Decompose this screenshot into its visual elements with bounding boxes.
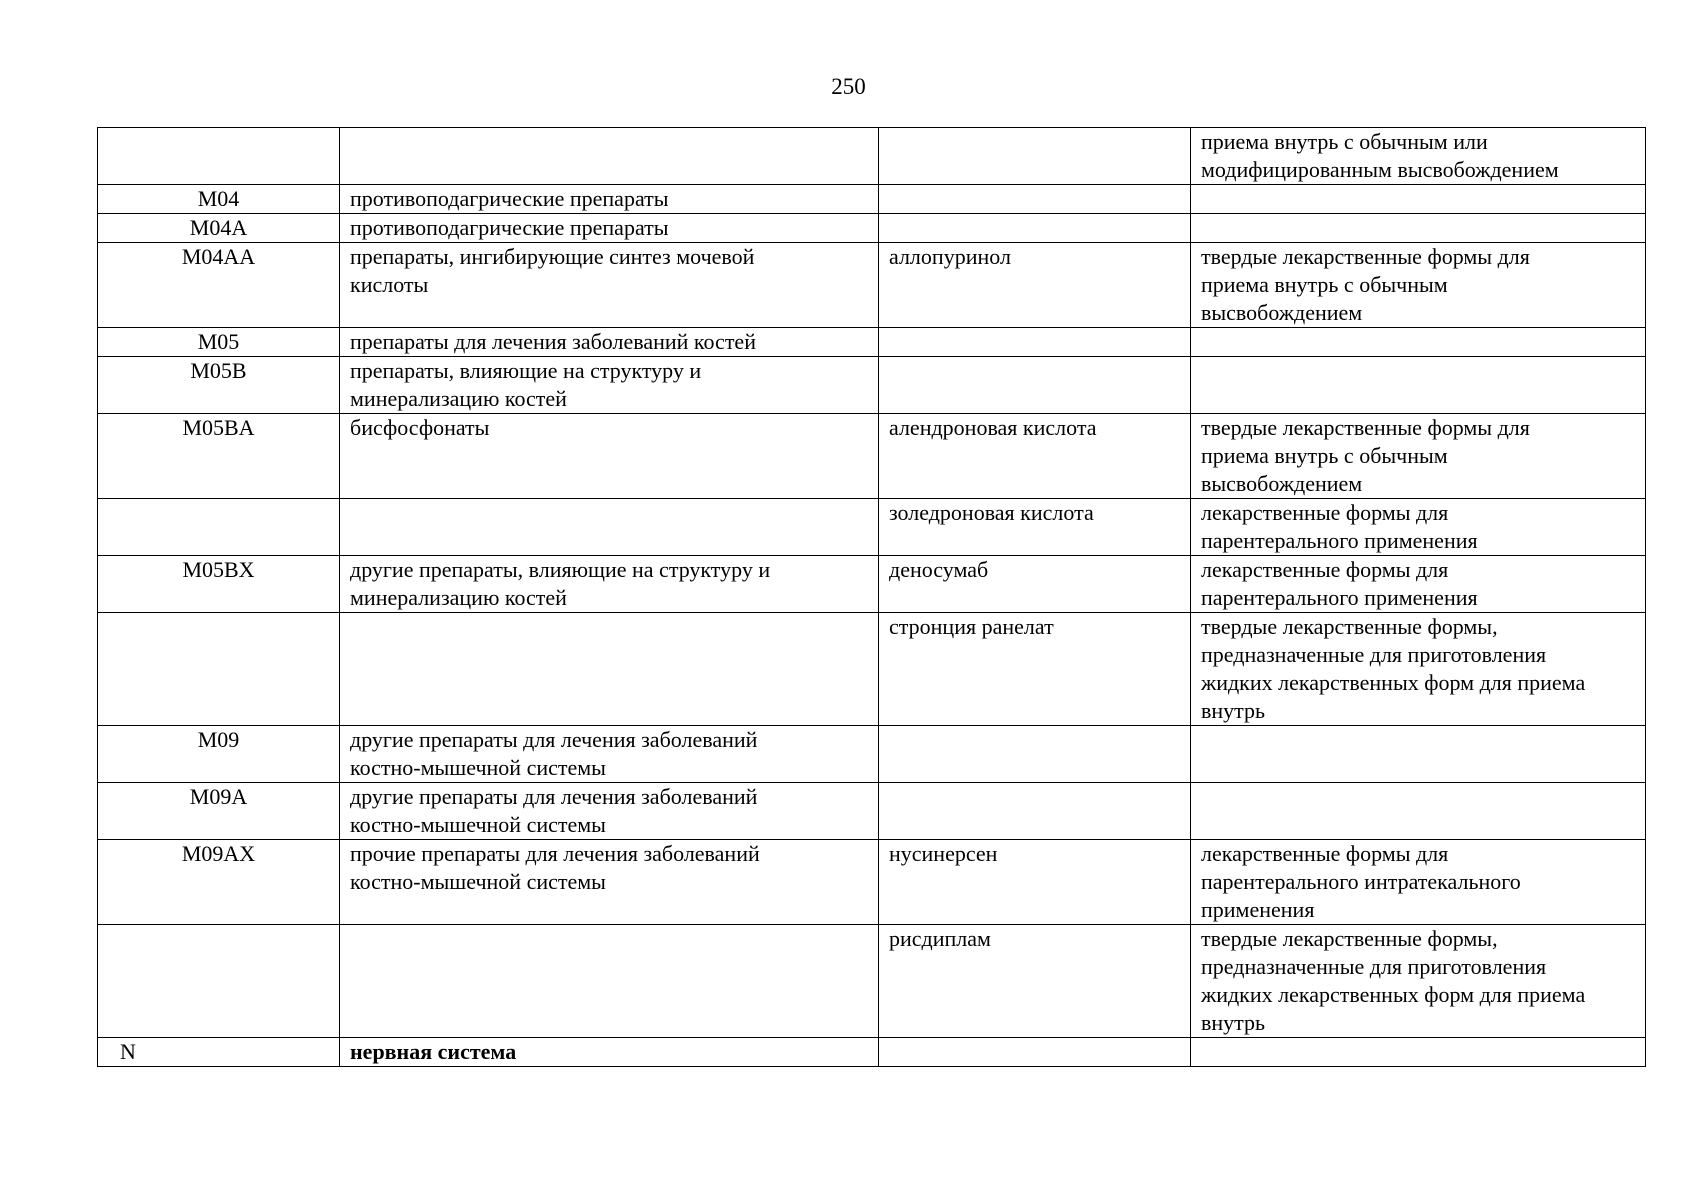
form-text-line: высвобождением — [1201, 471, 1363, 496]
group-text-line: костно-мышечной системы — [350, 812, 606, 837]
form-text-line: лекарственные формы для — [1201, 500, 1449, 525]
drug-name-cell — [879, 783, 1191, 840]
form-text-line: приема внутрь с обычным — [1201, 443, 1448, 468]
group-text-line: костно-мышечной системы — [350, 755, 606, 780]
anatomical-group-cell — [340, 243, 879, 328]
atc-code-cell: M09 — [98, 726, 340, 783]
table-row — [98, 414, 1646, 499]
anatomical-group-cell — [340, 185, 879, 214]
anatomical-group-cell — [340, 925, 879, 1038]
group-text-line: другие препараты для лечения заболеваний — [350, 727, 758, 752]
dosage-form-cell — [1191, 1038, 1646, 1067]
table-row — [98, 499, 1646, 556]
anatomical-group-cell — [340, 556, 879, 613]
table-row — [98, 243, 1646, 328]
atc-code-cell: N — [98, 1038, 340, 1067]
group-text-line: другие препараты для лечения заболеваний — [350, 784, 758, 809]
atc-code-cell: M04A — [98, 214, 340, 243]
dosage-form-cell — [1191, 328, 1646, 357]
group-text-line: костно-мышечной системы — [350, 869, 606, 894]
atc-code-cell: M04AA — [98, 243, 340, 328]
atc-code-cell — [98, 613, 340, 726]
form-text-line: твердые лекарственные формы для — [1201, 244, 1530, 269]
dosage-form-cell — [1191, 499, 1646, 556]
group-text-line: кислоты — [350, 272, 429, 297]
group-text-line: бисфосфонаты — [350, 415, 490, 440]
table-body — [98, 128, 1646, 1067]
table-row — [98, 925, 1646, 1038]
atc-code-cell — [98, 128, 340, 185]
group-text-line: препараты, влияющие на структуру и — [350, 358, 702, 383]
table-row — [98, 357, 1646, 414]
anatomical-group-cell — [340, 499, 879, 556]
anatomical-group-cell — [340, 357, 879, 414]
form-text-line: жидких лекарственных форм для приема — [1201, 982, 1586, 1007]
dosage-form-cell — [1191, 556, 1646, 613]
anatomical-group-cell — [340, 613, 879, 726]
table-row — [98, 328, 1646, 357]
table-row — [98, 556, 1646, 613]
form-text-line: лекарственные формы для — [1201, 557, 1449, 582]
form-text-line: лекарственные формы для — [1201, 841, 1449, 866]
group-text-line: противоподагрические препараты — [350, 215, 669, 240]
group-text-line: нервная система — [350, 1039, 517, 1064]
drug-name-cell — [879, 214, 1191, 243]
drug-name-cell: деносумаб — [879, 556, 1191, 613]
anatomical-group-cell — [340, 1038, 879, 1067]
drug-name-cell: стронция ранелат — [879, 613, 1191, 726]
atc-code-cell: M09AX — [98, 840, 340, 925]
drug-name-cell: рисдиплам — [879, 925, 1191, 1038]
dosage-form-cell — [1191, 185, 1646, 214]
atc-code-cell — [98, 925, 340, 1038]
atc-code-cell: M05BX — [98, 556, 340, 613]
form-text-line: внутрь — [1201, 698, 1266, 723]
atc-code-cell: M09A — [98, 783, 340, 840]
anatomical-group-cell — [340, 414, 879, 499]
drug-name-cell: нусинерсен — [879, 840, 1191, 925]
atc-code-cell: M05BA — [98, 414, 340, 499]
drug-name-cell — [879, 1038, 1191, 1067]
anatomical-group-cell — [340, 726, 879, 783]
group-text-line: препараты, ингибирующие синтез мочевой — [350, 244, 755, 269]
dosage-form-cell — [1191, 214, 1646, 243]
group-text-line: препараты для лечения заболеваний костей — [350, 329, 756, 354]
atc-code-cell: M05B — [98, 357, 340, 414]
form-text-line: предназначенные для приготовления — [1201, 954, 1547, 979]
table-row — [98, 128, 1646, 185]
page-number: 250 — [831, 74, 866, 99]
drug-name-cell: аллопуринол — [879, 243, 1191, 328]
medication-table — [97, 127, 1646, 1067]
group-text-line: противоподагрические препараты — [350, 186, 669, 211]
anatomical-group-cell — [340, 128, 879, 185]
form-text-line: приема внутрь с обычным — [1201, 272, 1448, 297]
drug-name-cell — [879, 726, 1191, 783]
table-row — [98, 1038, 1646, 1067]
group-text-line: прочие препараты для лечения заболеваний — [350, 841, 760, 866]
form-text-line: парентерального интратекального — [1201, 869, 1521, 894]
form-text-line: применения — [1201, 897, 1315, 922]
dosage-form-cell — [1191, 783, 1646, 840]
drug-name-cell — [879, 328, 1191, 357]
group-text-line: другие препараты, влияющие на структуру и — [350, 557, 771, 582]
anatomical-group-cell — [340, 783, 879, 840]
atc-code-cell: M05 — [98, 328, 340, 357]
form-text-line: жидких лекарственных форм для приема — [1201, 670, 1586, 695]
form-text-line: твердые лекарственные формы для — [1201, 415, 1530, 440]
form-text-line: приема внутрь с обычным или — [1201, 129, 1488, 154]
dosage-form-cell — [1191, 414, 1646, 499]
form-text-line: внутрь — [1201, 1010, 1266, 1035]
table-row — [98, 840, 1646, 925]
group-text-line: минерализацию костей — [350, 585, 567, 610]
table-row — [98, 783, 1646, 840]
dosage-form-cell — [1191, 243, 1646, 328]
dosage-form-cell — [1191, 925, 1646, 1038]
table-row — [98, 185, 1646, 214]
form-text-line: модифицированным высвобождением — [1201, 157, 1559, 182]
anatomical-group-cell — [340, 328, 879, 357]
form-text-line: парентерального применения — [1201, 585, 1478, 610]
dosage-form-cell — [1191, 840, 1646, 925]
atc-code-cell: M04 — [98, 185, 340, 214]
drug-name-cell: алендроновая кислота — [879, 414, 1191, 499]
drug-name-cell — [879, 128, 1191, 185]
dosage-form-cell — [1191, 128, 1646, 185]
anatomical-group-cell — [340, 214, 879, 243]
atc-code-cell — [98, 499, 340, 556]
dosage-form-cell — [1191, 357, 1646, 414]
dosage-form-cell — [1191, 726, 1646, 783]
form-text-line: парентерального применения — [1201, 528, 1478, 553]
anatomical-group-cell — [340, 840, 879, 925]
drug-name-cell — [879, 185, 1191, 214]
table-row — [98, 613, 1646, 726]
drug-name-cell: золедроновая кислота — [879, 499, 1191, 556]
table-row — [98, 214, 1646, 243]
drug-name-cell — [879, 357, 1191, 414]
table-row — [98, 726, 1646, 783]
form-text-line: предназначенные для приготовления — [1201, 642, 1547, 667]
form-text-line: твердые лекарственные формы, — [1201, 926, 1498, 951]
group-text-line: минерализацию костей — [350, 386, 567, 411]
dosage-form-cell — [1191, 613, 1646, 726]
form-text-line: твердые лекарственные формы, — [1201, 614, 1498, 639]
form-text-line: высвобождением — [1201, 300, 1363, 325]
